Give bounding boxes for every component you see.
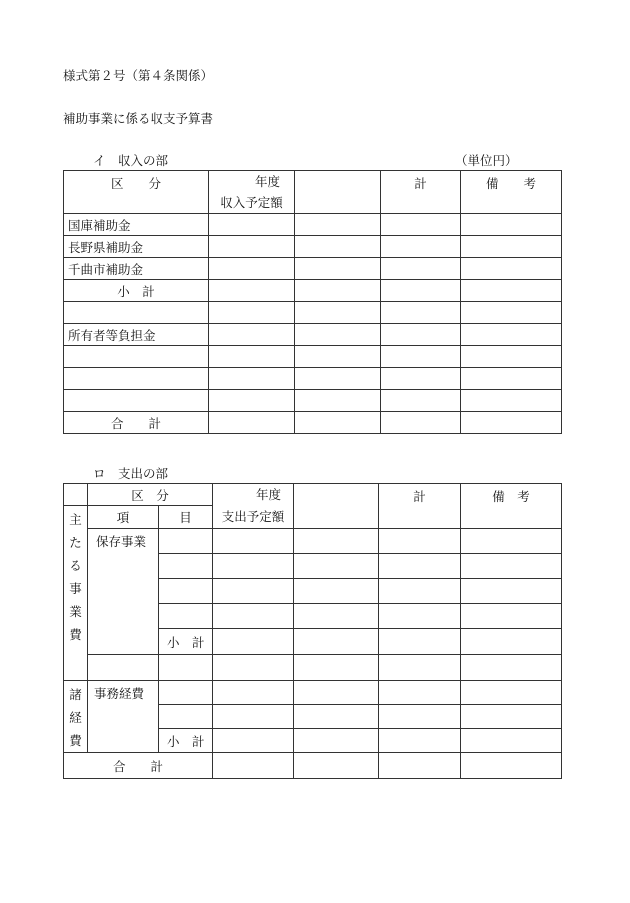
form-number: 様式第２号（第４条関係） [63,68,214,83]
expense-row [64,655,562,681]
income-row [64,324,562,346]
main-item-label: 保存事業 [88,529,159,655]
income-row [64,302,562,324]
income-row [64,258,562,280]
expense-header-blank [294,484,379,529]
income-row-label [64,302,209,324]
expense-header-corner [64,484,88,506]
expense-row [64,529,562,554]
income-row-label: 国庫補助金 [64,214,209,236]
income-row [64,368,562,390]
income-header-category: 区 分 [64,171,209,214]
other-subtotal-label: 小 計 [159,729,213,753]
income-header-year-cell [209,171,295,214]
income-row [64,390,562,412]
income-row [64,346,562,368]
expense-header-item: 項 [88,506,159,529]
income-row-label: 千曲市補助金 [64,258,209,280]
document-title: 補助事業に係る収支予算書 [63,111,214,126]
expense-header-total: 計 [379,484,461,529]
income-header-remarks: 備 考 [461,171,562,214]
income-row [64,280,562,302]
main-subtotal-label: 小 計 [159,629,213,655]
income-header-total: 計 [381,171,461,214]
income-heading: イ 収入の部 [93,153,169,168]
expense-header-subitem: 目 [159,506,213,529]
income-row-label [64,368,209,390]
expense-header-remarks: 備 考 [461,484,562,529]
other-group-label: 諸経費 [64,681,88,753]
expense-header-amount: 支出予定額 [221,509,285,524]
expense-total-label: 合 計 [64,753,213,779]
income-subtotal-label: 小 計 [64,280,209,302]
income-total-row [64,412,562,434]
expense-row [64,681,562,705]
expense-heading: ロ 支出の部 [93,466,169,481]
expense-total-row [64,753,562,779]
income-unit: （単位円） [455,153,518,168]
income-row-label: 所有者等負担金 [64,324,209,346]
other-item-label: 事務経費 [88,681,159,753]
income-row-label [64,346,209,368]
expense-table [63,483,562,779]
expense-header-category: 区 分 [88,484,213,506]
income-row-label: 長野県補助金 [64,236,209,258]
expense-header-year: 年度 [256,487,282,502]
income-header-row [64,171,562,214]
expense-header-row-1 [64,484,562,506]
income-row [64,236,562,258]
income-total-label: 合 計 [64,412,209,434]
main-group-label: 主たる事業費 [64,506,88,681]
expense-header-year-cell [213,484,294,529]
income-row [64,214,562,236]
income-header-year: 年度 [254,174,280,189]
income-row-label [64,390,209,412]
income-header-blank [295,171,381,214]
income-table [63,170,562,434]
income-header-amount: 収入予定額 [220,195,283,210]
